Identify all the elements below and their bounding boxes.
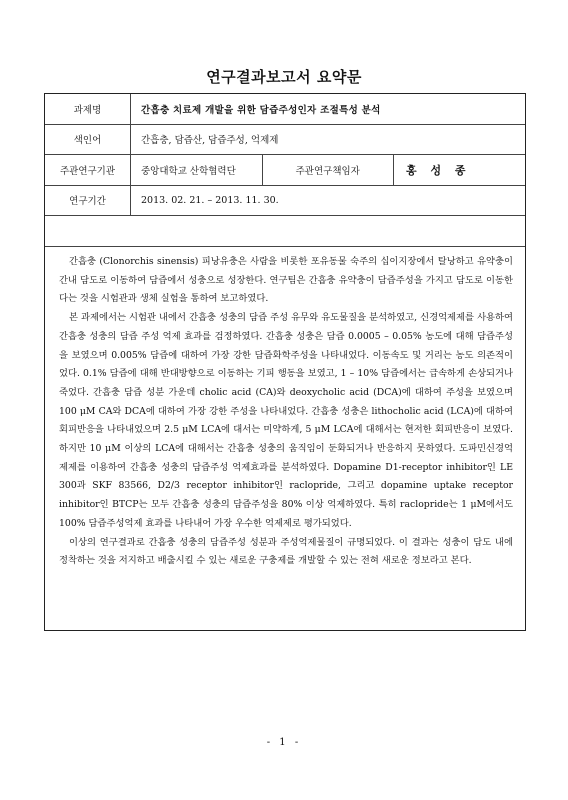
- page-number: - 1 -: [266, 737, 302, 748]
- summary-paragraph-1: 간흡충 (Clonorchis sinensis) 피낭유충은 사람을 비롯한 포유동물 숙주의 십이지장에서 탈낭하고 유약충이 간내 담도로 이동하여 담즙에서 성충으로 성장한다. 연구팀은 간흡충 유약충이 담즙주성을 가지고 담도로 이동한다는 것을 시험관과 생체 실험을 통하여 보고하였다.: [59, 256, 513, 305]
- keywords-row: [45, 124, 525, 155]
- institution-label: 주관연구기관: [45, 155, 131, 186]
- summary-body: [45, 253, 525, 571]
- institution-row: [45, 155, 525, 186]
- keywords-label: 색인어: [45, 124, 131, 155]
- project-label: 과제명: [45, 94, 131, 124]
- project-row: [45, 94, 525, 124]
- blank-row: [45, 216, 525, 247]
- period-value: 2013. 02. 21. – 2013. 11. 30.: [131, 185, 526, 216]
- info-table: [45, 94, 525, 216]
- institution-value: 중앙대학교 산학협력단: [131, 155, 263, 186]
- summary-paragraph-3: 이상의 연구결과로 간흡충 성충의 담즙주성 성분과 주성억제물질이 규명되었다. 이 결과는 성충이 담도 내에 정착하는 것을 저지하고 배출시킬 수 있는 새로운 구충제를 개발할 수 있는 전혀 새로운 정보라고 본다.: [59, 536, 513, 567]
- summary-paragraph-2: 본 과제에서는 시험관 내에서 간흡충 성충의 담즙 주성 유무와 유도물질을 분석하였고, 신경억제제를 사용하여 간흡충 성충의 담즙 주성 억제 효과를 검정하였다. 간흡충 성충은 담즙 0.0005 – 0.05% 농도에 대해 담즙주성을 보였으며 0.005% 담즙에 대하여 가장 강한 담즙화학주성을 나타내었다. 이동속도 및 거리는 농도 의존적이었다. 0.1% 담즙에 대해 반대방향으로 이동하는 기피 행동을 보였고, 1 – 10% 담즙에서는 급속하게 손상되거나 죽었다. 간흡충 담즙 성분 가운데 cholic acid (CA)와 deoxycholic acid (DCA)에 대하여 주성을 보였으며 100 μM CA와 DCA에 대하여 가장 강한 주성을 나타내었다. 간흡충 성충은 lithocholic acid (LCA)에 대하여 회피반응을 나타내었으며 2.5 μM LCA에 대서는 미약하게, 5 μM LCA에 대해서는 현저한 회피반응이 보였다. 하지만 10 μM 이상의 LCA에 대해서는 간흡충 성충의 움직임이 둔화되거나 반응하지 못하였다. 도파민신경억제제를 이용하여 간흡충 성충의 담즙주성 억제효과를 분석하였다. Dopamine D1-receptor inhibitor인 LE 300과 SKF 83566, D2/3 receptor inhibitor인 raclopride, 그리고 dopamine uptake receptor inhibitor인 BTCP는 모두 간흡충 성충의 담즙주성을 80% 이상 억제하였다. 특히 raclopride는 1 μM에서도 100% 담즙주성억제 효과를 나타내어 가장 우수한 억제제로 평가되었다.: [59, 312, 513, 529]
- period-row: [45, 185, 525, 216]
- pi-value: 홍 성 종: [394, 155, 526, 186]
- period-label: 연구기간: [45, 185, 131, 216]
- summary-frame: [44, 93, 526, 631]
- page-title: 연구결과보고서 요약문: [206, 68, 362, 86]
- project-value: 간흡충 치료제 개발을 위한 담즙주성인자 조절특성 분석: [131, 94, 526, 124]
- pi-label: 주관연구책임자: [262, 155, 394, 186]
- keywords-value: 간흡충, 담즙산, 담즙주성, 억제제: [131, 124, 526, 155]
